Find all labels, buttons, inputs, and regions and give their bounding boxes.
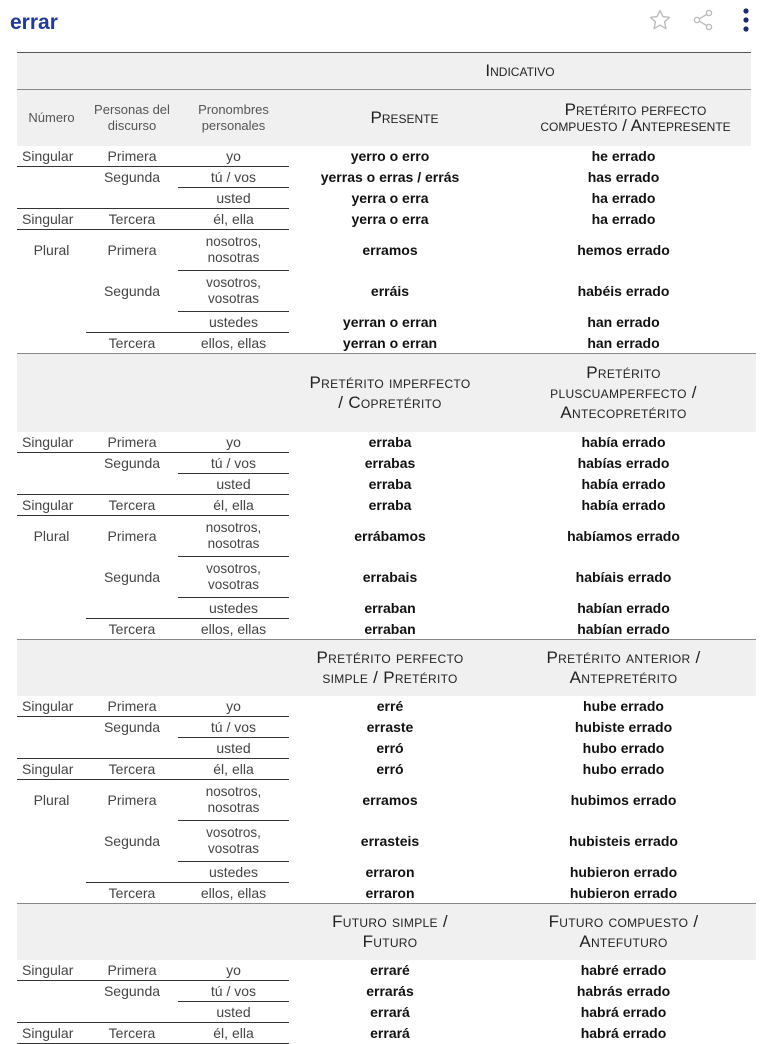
more-vert-icon: [734, 6, 758, 34]
form-b-cell: habían errado: [577, 620, 670, 637]
numero-cell: [17, 557, 86, 598]
tense-a-header: Futuro simple / Futuro: [289, 904, 491, 961]
tense-section-3: [17, 639, 756, 903]
pronombre-cell: él, ella: [178, 495, 289, 516]
numero-cell: [17, 717, 86, 738]
mood-header: [17, 53, 751, 90]
persona-cell: [86, 1002, 178, 1023]
page-title: errar: [10, 11, 58, 34]
table-row: [17, 862, 756, 883]
numero-cell: [17, 862, 86, 883]
form-a-cell: erráis: [370, 283, 410, 299]
persona-cell: Tercera: [86, 209, 178, 230]
persona-cell: Primera: [107, 528, 157, 545]
share-button[interactable]: [688, 6, 718, 34]
form-b-cell: hubieron errado: [569, 864, 678, 880]
persona-cell: Segunda: [103, 169, 161, 186]
form-a-cell: errará: [370, 1025, 410, 1041]
mood-title: Indicativo: [289, 53, 751, 90]
pronombre-cell: usted: [178, 738, 289, 759]
table-row: [17, 432, 756, 453]
col-personas: Personas del discurso: [86, 90, 178, 147]
table-row: [17, 738, 756, 759]
pronombre-cell: yo: [178, 696, 289, 717]
numero-cell: [17, 1002, 86, 1023]
form-b-cell: habrás errado: [576, 983, 671, 999]
form-b-cell: hubo errado: [582, 740, 665, 756]
app-bar: [0, 0, 768, 50]
form-a-cell: erramos: [362, 792, 418, 808]
table-row: [17, 209, 756, 230]
pronombre-cell: ustedes: [178, 598, 289, 619]
numero-cell: [17, 474, 86, 495]
form-b-cell: ha errado: [591, 211, 656, 227]
form-a-cell: erraba: [368, 434, 412, 451]
numero-cell: [17, 312, 86, 333]
numero-cell: Singular: [17, 495, 86, 516]
table-row: [17, 312, 756, 333]
table-row: [17, 1023, 756, 1044]
tense-b-header: Pretérito anterior / Antepretérito: [491, 640, 756, 697]
numero-cell: [17, 883, 86, 904]
form-b-cell: habían errado: [577, 600, 670, 616]
pronombre-cell: él, ella: [178, 1023, 289, 1044]
pronombre-cell: usted: [178, 474, 289, 495]
form-a-cell: erraban: [364, 600, 416, 616]
table-row: [17, 696, 756, 717]
numero-cell: Plural: [33, 242, 70, 259]
persona-cell: Primera: [107, 792, 157, 809]
form-a-cell: yerran o erran: [342, 314, 438, 330]
pronombre-cell: yo: [178, 146, 289, 167]
numero-cell: [17, 619, 86, 640]
table-row: [17, 495, 756, 516]
form-a-cell: erraron: [365, 884, 415, 901]
form-b-cell: hemos errado: [577, 242, 670, 258]
pronombre-cell: nosotros, nosotras: [178, 516, 289, 557]
numero-cell: [17, 981, 86, 1002]
pronombre-cell: vosotros, vosotras: [178, 271, 289, 312]
table-row: [17, 981, 756, 1002]
form-b-cell: habrá errado: [580, 1004, 667, 1020]
persona-cell: [86, 738, 178, 759]
pronombre-cell: nosotros, nosotras: [178, 780, 289, 821]
column-headers: [17, 90, 751, 147]
form-b-cell: hubimos errado: [570, 792, 677, 808]
form-b-cell: había errado: [581, 476, 666, 492]
persona-cell: Tercera: [108, 335, 156, 351]
tense-header-row: [17, 640, 756, 697]
pronombre-cell: yo: [178, 432, 289, 453]
persona-cell: Tercera: [86, 759, 178, 780]
table-row: [17, 167, 756, 188]
tense-a-header: Pretérito imperfecto / Copretérito: [289, 354, 491, 433]
table-row: [17, 717, 756, 738]
numero-cell: Singular: [17, 432, 86, 453]
numero-cell: Singular: [17, 1023, 86, 1044]
form-a-cell: yerra o erra: [351, 190, 429, 206]
pronombre-cell: usted: [178, 188, 289, 209]
table-row: [17, 821, 756, 862]
form-a-cell: erraron: [365, 864, 415, 880]
conjugation-table: [17, 52, 751, 1044]
persona-cell: Segunda: [103, 833, 161, 849]
numero-cell: [17, 598, 86, 619]
persona-cell: Tercera: [108, 621, 156, 637]
form-a-cell: yerran o erran: [342, 334, 438, 351]
persona-cell: Tercera: [108, 885, 156, 901]
numero-cell: Singular: [17, 696, 86, 717]
numero-cell: [17, 188, 86, 209]
numero-cell: [17, 453, 86, 474]
pronombre-cell: usted: [178, 1002, 289, 1023]
pronombre-cell: ellos, ellas: [200, 885, 267, 901]
form-b-cell: habíamos errado: [567, 528, 680, 544]
numero-cell: Plural: [33, 528, 70, 545]
form-a-cell: yerra o erra: [351, 211, 429, 227]
table-row: [17, 557, 756, 598]
pronombre-cell: tú / vos: [178, 717, 289, 738]
persona-cell: Segunda: [103, 983, 161, 1000]
pronombre-cell: vosotros, vosotras: [178, 821, 289, 862]
form-b-cell: habías errado: [577, 455, 670, 471]
numero-cell: Singular: [17, 146, 86, 167]
form-b-cell: hubiste errado: [574, 719, 673, 735]
form-a-cell: errarás: [366, 983, 414, 999]
tense-a-header: Pretérito perfecto simple / Pretérito: [289, 640, 491, 697]
form-b-cell: hube errado: [583, 698, 664, 715]
table-row: [17, 146, 756, 167]
star-icon: [648, 8, 672, 32]
more-options-button[interactable]: [731, 6, 761, 34]
form-a-cell: erraré: [370, 962, 410, 979]
persona-cell: Segunda: [103, 719, 161, 736]
form-b-cell: he errado: [591, 148, 656, 165]
numero-cell: [17, 821, 86, 862]
form-b-cell: había errado: [581, 434, 666, 451]
form-b-cell: habré errado: [580, 962, 667, 979]
form-a-cell: errabas: [364, 455, 416, 471]
pronombre-cell: tú / vos: [178, 167, 289, 188]
table-row: [17, 883, 756, 904]
numero-cell: [17, 167, 86, 188]
form-b-cell: habíais errado: [575, 569, 672, 585]
table-row: [17, 230, 756, 271]
tense-b-header: Pretérito pluscuamperfecto / Antecopretérito: [491, 354, 756, 433]
table-row: [17, 333, 756, 354]
table-row: [17, 453, 756, 474]
numero-cell: [17, 333, 86, 354]
persona-cell: Primera: [107, 242, 157, 259]
pronombre-cell: tú / vos: [178, 981, 289, 1002]
form-a-cell: erramos: [362, 242, 418, 258]
table-row: [17, 1002, 756, 1023]
table-row: [17, 759, 756, 780]
numero-cell: [17, 738, 86, 759]
pronombre-cell: él, ella: [178, 759, 289, 780]
form-b-cell: ha errado: [591, 190, 656, 206]
form-a-cell: yerras o erras / errás: [320, 169, 460, 185]
table-row: [17, 474, 756, 495]
pronombre-cell: nosotros, nosotras: [178, 230, 289, 271]
tense-section-2: [17, 353, 756, 639]
numero-cell: Singular: [17, 759, 86, 780]
pronombre-cell: vosotros, vosotras: [178, 557, 289, 598]
table-row: [17, 516, 756, 557]
share-icon: [691, 8, 715, 32]
persona-cell: [86, 474, 178, 495]
form-a-cell: erraban: [364, 620, 416, 637]
favorite-button[interactable]: [645, 6, 675, 34]
pronombre-cell: ellos, ellas: [200, 335, 267, 351]
form-b-cell: habéis errado: [577, 283, 670, 299]
form-a-cell: erró: [376, 761, 404, 777]
form-a-cell: erraba: [368, 476, 412, 492]
pronombre-cell: ustedes: [178, 862, 289, 883]
pronombre-cell: tú / vos: [178, 453, 289, 474]
form-b-cell: han errado: [587, 334, 660, 351]
col-numero: Número: [17, 90, 86, 147]
col-pronombres: Pronombres personales: [178, 90, 289, 147]
table-row: [17, 780, 756, 821]
tense-section-1: [17, 146, 756, 353]
form-b-cell: había errado: [581, 497, 666, 513]
persona-cell: Segunda: [103, 455, 161, 472]
tense-a-header: Presente: [289, 90, 520, 147]
persona-cell: Segunda: [103, 569, 161, 585]
persona-cell: [86, 862, 178, 883]
persona-cell: Primera: [86, 146, 178, 167]
form-a-cell: errábamos: [354, 528, 426, 544]
persona-cell: [86, 598, 178, 619]
table-row: [17, 598, 756, 619]
numero-cell: [17, 271, 86, 312]
table-row: [17, 271, 756, 312]
numero-cell: Plural: [33, 792, 70, 809]
tense-b-header: Pretérito perfecto compuesto / Antepresente: [520, 90, 751, 147]
form-b-cell: han errado: [587, 314, 660, 330]
form-b-cell: has errado: [587, 169, 660, 185]
persona-cell: Primera: [86, 696, 178, 717]
persona-cell: [86, 312, 178, 333]
pronombre-cell: ustedes: [178, 312, 289, 333]
persona-cell: Primera: [86, 432, 178, 453]
tense-section-4: [17, 903, 756, 1044]
form-a-cell: errabais: [362, 569, 418, 585]
numero-cell: Singular: [17, 960, 86, 981]
form-a-cell: yerro o erro: [350, 148, 430, 165]
form-a-cell: erró: [376, 740, 404, 756]
form-b-cell: hubo errado: [582, 761, 665, 777]
persona-cell: Primera: [86, 960, 178, 981]
tense-header-row: [17, 354, 756, 433]
tense-header-row: [17, 904, 756, 961]
form-a-cell: erré: [376, 698, 404, 715]
form-a-cell: errará: [370, 1004, 410, 1020]
form-b-cell: hubieron errado: [569, 884, 678, 901]
form-a-cell: erraste: [366, 719, 414, 735]
persona-cell: Segunda: [103, 283, 161, 299]
form-b-cell: habrá errado: [580, 1025, 667, 1041]
persona-cell: Tercera: [86, 495, 178, 516]
persona-cell: Tercera: [86, 1023, 178, 1044]
table-row: [17, 188, 756, 209]
numero-cell: Singular: [17, 209, 86, 230]
pronombre-cell: él, ella: [178, 209, 289, 230]
tense-b-header: Futuro compuesto / Antefuturo: [491, 904, 756, 961]
persona-cell: [86, 188, 178, 209]
form-a-cell: errasteis: [360, 833, 420, 849]
form-b-cell: hubisteis errado: [569, 833, 678, 849]
table-row: [17, 960, 756, 981]
form-a-cell: erraba: [368, 497, 412, 513]
pronombre-cell: ellos, ellas: [200, 621, 267, 637]
pronombre-cell: yo: [178, 960, 289, 981]
table-row: [17, 619, 756, 640]
